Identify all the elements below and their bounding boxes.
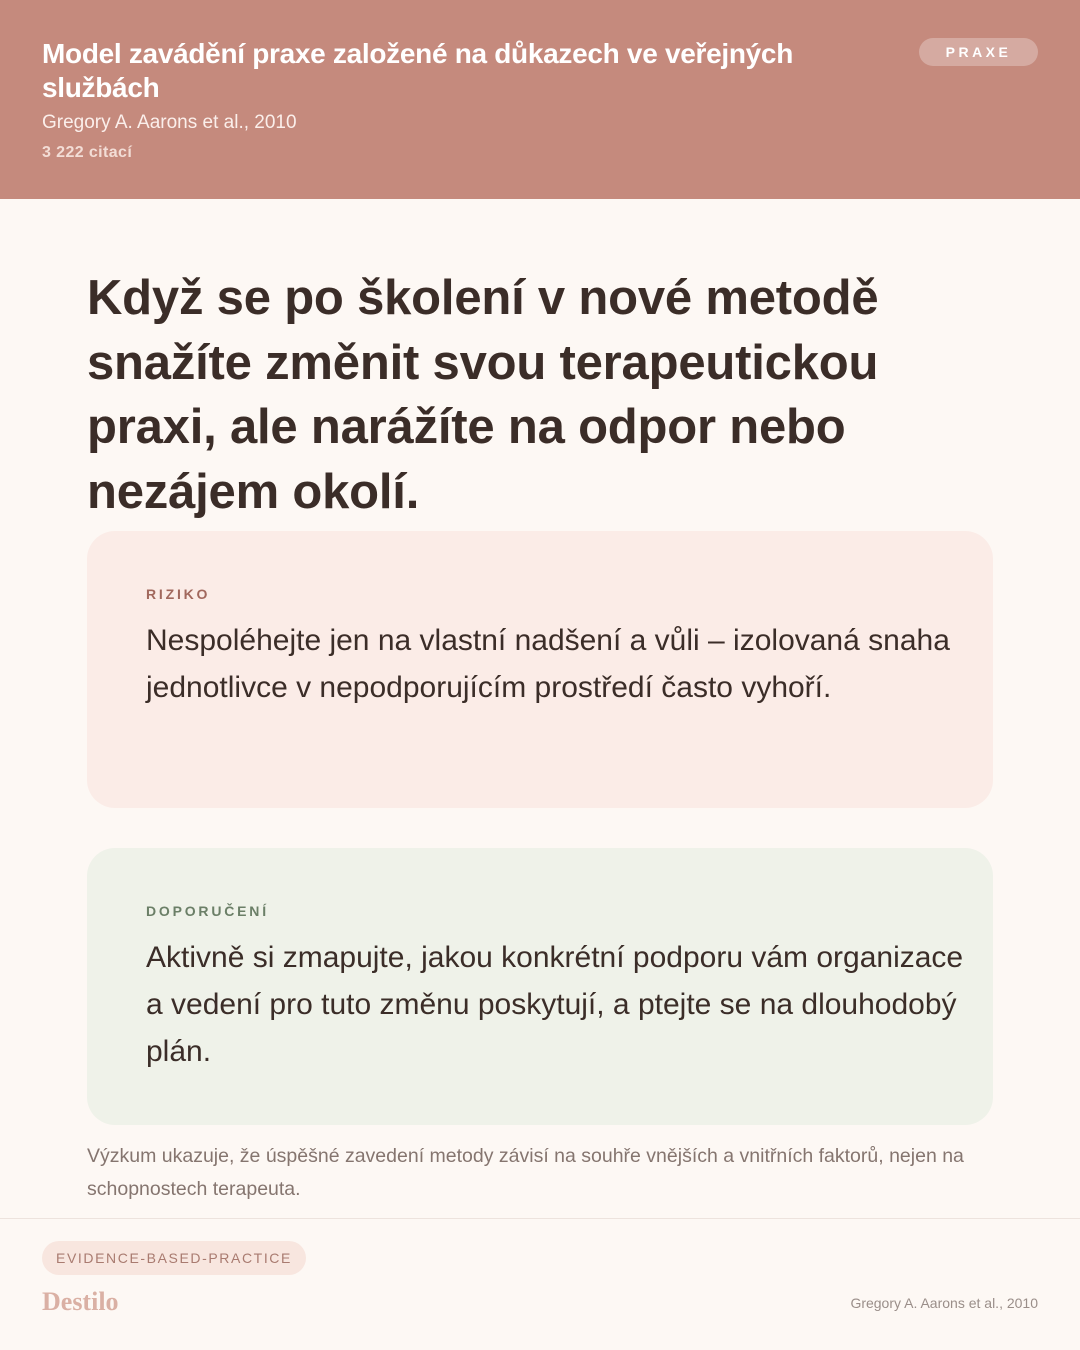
paper-authors: Gregory A. Aarons et al., 2010 (42, 112, 297, 133)
footer-divider (0, 1218, 1080, 1219)
footer-source: Gregory A. Aarons et al., 2010 (850, 1295, 1038, 1311)
headline: Když se po školení v nové metodě snažíte změnit svou terapeutickou praxi, ale narážíte na odpor nebo nezájem okolí. (87, 271, 879, 519)
citation-count: 3 222 citací (42, 144, 133, 161)
category-badge: PRAXE (919, 38, 1038, 66)
risk-text: Nespoléhejte jen na vlastní nadšení a vůli – izolovaná snaha jednotlivce v nepodporujícím prostředí často vyhoří. (146, 624, 950, 704)
brand-logo: Destilo (42, 1287, 119, 1316)
recommendation-text: Aktivně si zmapujte, jakou konkrétní podporu vám organizace a vedení pro tuto změnu poskytují, a ptejte se na dlouhodobý plán. (146, 941, 964, 1068)
header-banner (0, 0, 1080, 199)
topic-tag[interactable]: EVIDENCE-BASED-PRACTICE (42, 1241, 306, 1275)
paper-title: Model zavádění praxe založené na důkazech ve veřejných službách (42, 38, 793, 103)
footnote: Výzkum ukazuje, že úspěšné zavedení metody závisí na souhře vnějších a vnitřních faktorů, nejen na schopnostech terapeuta. (87, 1145, 964, 1200)
risk-card (87, 531, 993, 808)
recommendation-label: DOPORUČENÍ (146, 903, 269, 919)
risk-label: RIZIKO (146, 586, 211, 602)
recommendation-card (87, 848, 993, 1125)
